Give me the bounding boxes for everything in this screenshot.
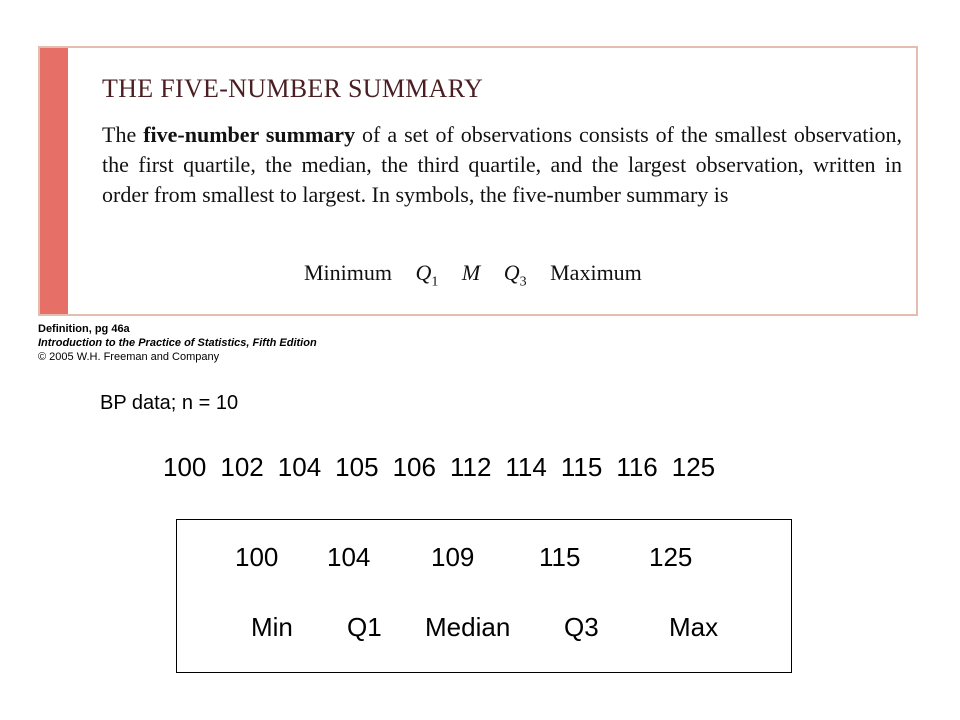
body-bold: five-number summary: [143, 122, 356, 147]
formula-maximum: Maximum: [550, 260, 642, 285]
data-value: 104: [277, 452, 322, 482]
formula-median: M: [461, 260, 481, 285]
data-value: 125: [671, 452, 716, 482]
summary-value-max: 125: [649, 542, 693, 572]
data-value: 112: [449, 452, 492, 482]
summary-value-min: 100: [235, 542, 279, 572]
source-citation: [38, 322, 317, 364]
data-values-row: [163, 452, 715, 483]
definition-body: [102, 120, 902, 210]
summary-label-min: Min: [251, 612, 293, 642]
body-pre: The: [102, 122, 144, 147]
data-value: 116: [616, 452, 658, 482]
summary-value-median: 109: [431, 542, 475, 572]
summary-value-q1: 104: [327, 542, 371, 572]
formula: [304, 260, 660, 290]
formula-q3: $Q_3$: [503, 260, 527, 290]
data-value: 114: [505, 452, 547, 482]
body-post: of a set of observations consists of the smallest observation, the first quartile, the median, the third quartile, and the largest observation, written in order from smallest to largest. In symbols, the five-number summary is: [102, 122, 902, 207]
formula-q1: $Q_1$: [415, 260, 439, 290]
summary-label-median: Median: [425, 612, 511, 642]
summary-label-max: Max: [669, 612, 719, 642]
source-line-1: Definition, pg 46a: [38, 323, 130, 335]
data-value: 100: [163, 452, 207, 482]
data-value: 115: [560, 452, 603, 482]
summary-value-q3: 115: [539, 542, 581, 572]
definition-box: [38, 46, 918, 316]
data-value: 102: [220, 452, 264, 482]
data-value: 106: [392, 452, 436, 482]
source-line-3: © 2005 W.H. Freeman and Company: [38, 351, 220, 363]
definition-title: THE FIVE-NUMBER SUMMARY: [102, 74, 484, 103]
summary-box: [176, 519, 792, 673]
summary-label-q1: Q1: [347, 612, 382, 642]
formula-minimum: Minimum: [304, 260, 393, 285]
summary-label-q3: Q3: [564, 612, 599, 642]
bp-data-label: BP data; n = 10: [100, 392, 239, 414]
source-line-2: Introduction to the Practice of Statistics, Fifth Edition: [38, 337, 317, 349]
data-value: 105: [335, 452, 379, 482]
accent-bar: [40, 48, 68, 314]
